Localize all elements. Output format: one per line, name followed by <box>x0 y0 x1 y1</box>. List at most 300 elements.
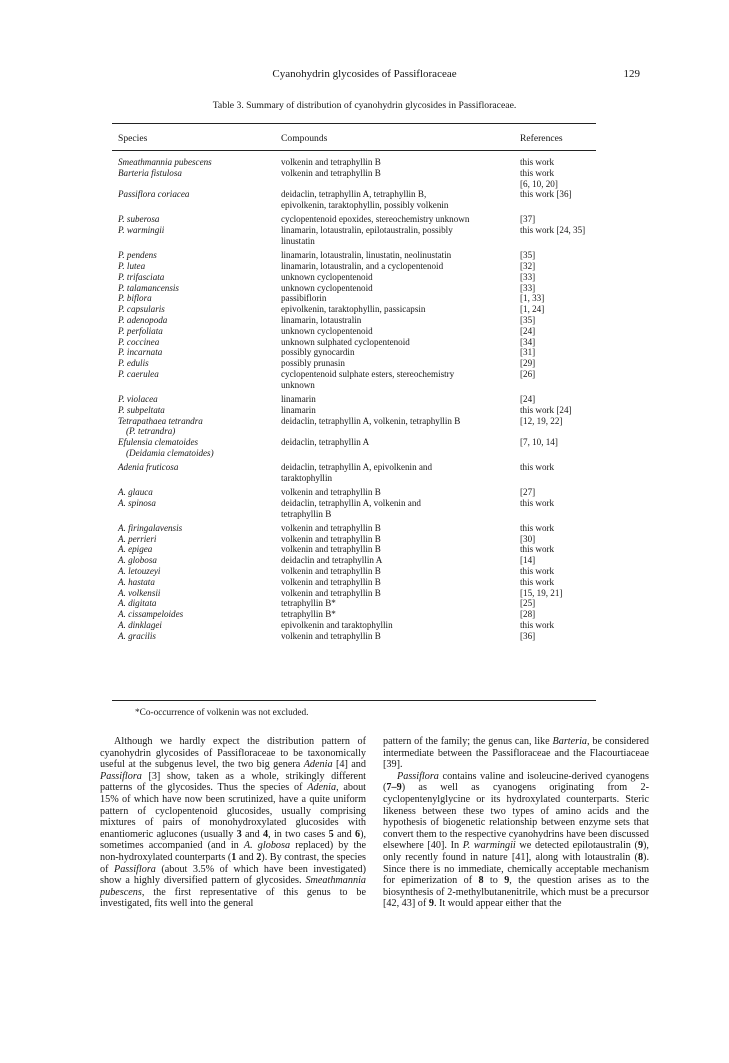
compound-number: 8 <box>478 875 484 887</box>
compounds-cell <box>281 214 519 225</box>
references-cell <box>520 250 602 261</box>
references-cell <box>520 157 602 168</box>
references-cell <box>520 405 602 416</box>
text-run: ), only recently found in nature [41], along with lotaustralin ( <box>383 840 649 863</box>
species-name: A. volkensii <box>118 587 161 598</box>
table-row <box>0 304 729 315</box>
table-row <box>0 555 729 566</box>
species-name: Barteria fistulosa <box>118 167 182 178</box>
compound-number: 8 <box>637 851 644 863</box>
table-caption: Table 3. Summary of distribution of cyanohydrin glycosides in Passifloraceae. <box>212 100 517 111</box>
reference-line: [15, 19, 21] <box>520 587 563 598</box>
references-cell <box>520 337 602 348</box>
running-head <box>0 68 729 82</box>
reference-line: [27] <box>520 487 536 498</box>
compounds-line: volkenin and tetraphyllin B <box>281 533 381 544</box>
compounds-cell <box>281 315 519 326</box>
compound-number: 3 <box>236 828 242 840</box>
species-cell <box>118 261 276 272</box>
table-row <box>0 598 729 609</box>
table-row <box>0 261 729 272</box>
compound-number: 9 <box>504 875 510 887</box>
text-run: , be considered intermediate between the Passifloraceae and the Flacourtiaceae [39]. <box>383 736 649 771</box>
compound-number: 2 <box>256 851 262 863</box>
compounds-line: linamarin, lotaustralin <box>281 314 362 325</box>
reference-line: [31] <box>520 347 536 358</box>
compounds-line: deidaclin, tetraphyllin A, epivolkenin and <box>281 462 433 473</box>
table-row <box>0 214 729 225</box>
body-right-column <box>383 736 649 910</box>
species-name: Adenia fruticosa <box>118 462 179 473</box>
italic-text: Barteria <box>552 736 588 747</box>
reference-line: this work <box>520 544 555 555</box>
reference-line: [7, 10, 14] <box>520 437 558 448</box>
reference-line: this work <box>520 566 555 577</box>
text-run: [4] and <box>332 759 366 771</box>
references-cell <box>520 272 602 283</box>
table-body <box>0 157 729 642</box>
table-row <box>0 168 729 190</box>
compounds-line: unknown <box>281 379 315 390</box>
compounds-cell <box>281 326 519 337</box>
species-cell <box>118 555 276 566</box>
compounds-line: volkenin and tetraphyllin B <box>281 487 381 498</box>
references-cell <box>520 326 602 337</box>
compounds-cell <box>281 225 519 247</box>
text-run: to <box>483 875 505 887</box>
species-name: P. capsularis <box>118 304 165 315</box>
table-row <box>0 358 729 369</box>
species-cell <box>118 631 276 642</box>
table-row <box>0 157 729 168</box>
compounds-line: volkenin and tetraphyllin B <box>281 522 381 533</box>
compounds-cell <box>281 272 519 283</box>
species-name: A. firingalavensis <box>118 522 183 533</box>
references-cell <box>520 609 602 620</box>
species-name: A. globosa <box>118 555 157 566</box>
reference-line: [35] <box>520 314 536 325</box>
references-cell <box>520 283 602 294</box>
references-cell <box>520 358 602 369</box>
table-row <box>0 609 729 620</box>
text-run: (about 3.5% of which have been investigated) show a highly diversified pattern of glycosides. <box>100 863 366 887</box>
species-cell <box>118 347 276 358</box>
page-number: 129 <box>623 68 640 80</box>
paragraph <box>383 771 649 910</box>
species-synonym: (P. tetrandra) <box>126 426 176 437</box>
table-row <box>0 462 729 484</box>
header-references: References <box>520 133 563 144</box>
species-name: P. trifasciata <box>118 271 165 282</box>
header-species: Species <box>118 133 148 144</box>
species-cell <box>118 487 276 498</box>
species-cell <box>118 498 276 509</box>
species-cell <box>118 250 276 261</box>
compounds-cell <box>281 523 519 534</box>
species-synonym: (Deidamia clematoides) <box>126 447 214 458</box>
running-title: Cyanohydrin glycosides of Passifloraceae <box>272 68 457 80</box>
references-cell <box>520 566 602 577</box>
table-row <box>0 523 729 534</box>
text-run: and <box>241 828 264 840</box>
compounds-cell <box>281 394 519 405</box>
text-run: , in two cases <box>268 828 329 840</box>
references-cell <box>520 315 602 326</box>
italic-text: A. globosa <box>243 840 291 852</box>
compound-number: 5 <box>328 828 334 840</box>
species-name: A. letouzeyi <box>118 566 161 577</box>
reference-line: [35] <box>520 250 536 261</box>
species-cell <box>118 214 276 225</box>
species-cell <box>118 304 276 315</box>
references-cell <box>520 487 602 498</box>
table-row <box>0 272 729 283</box>
compounds-cell <box>281 347 519 358</box>
references-cell <box>520 189 602 200</box>
species-name: P. biflora <box>118 293 152 304</box>
species-name: P. lutea <box>118 260 146 271</box>
reference-line: [24] <box>520 325 536 336</box>
compounds-line: cyclopentenoid sulphate esters, stereochemistry <box>281 368 455 379</box>
species-cell <box>118 416 276 438</box>
table-row <box>0 315 729 326</box>
table-row <box>0 326 729 337</box>
compounds-cell <box>281 304 519 315</box>
compounds-cell <box>281 566 519 577</box>
species-name: P. pendens <box>118 250 157 261</box>
species-cell <box>118 337 276 348</box>
compounds-cell <box>281 283 519 294</box>
species-cell <box>118 293 276 304</box>
italic-text: Passiflora <box>113 863 156 875</box>
compounds-cell <box>281 437 519 448</box>
species-name: P. coccinea <box>118 336 160 347</box>
species-name: P. caerulea <box>118 368 159 379</box>
compounds-cell <box>281 498 519 520</box>
reference-line: [1, 33] <box>520 293 545 304</box>
references-cell <box>520 304 602 315</box>
species-cell <box>118 598 276 609</box>
species-cell <box>118 168 276 179</box>
species-name: P. suberosa <box>118 214 160 225</box>
species-cell <box>118 523 276 534</box>
species-cell <box>118 272 276 283</box>
compound-number: 1 <box>231 851 237 863</box>
table-row <box>0 498 729 520</box>
compounds-cell <box>281 358 519 369</box>
table-row <box>0 577 729 588</box>
table-row <box>0 487 729 498</box>
reference-line: [29] <box>520 358 536 369</box>
species-name: A. gracilis <box>118 630 156 641</box>
compounds-line: linamarin <box>281 404 316 415</box>
table-row <box>0 534 729 545</box>
reference-line: [30] <box>520 533 536 544</box>
reference-line: this work <box>520 497 555 508</box>
table-row <box>0 588 729 599</box>
table-row <box>0 437 729 459</box>
reference-line: this work <box>520 620 555 631</box>
species-cell <box>118 566 276 577</box>
compound-number: 9 <box>428 898 434 910</box>
references-cell <box>520 598 602 609</box>
compounds-cell <box>281 416 519 427</box>
compounds-line: linamarin <box>281 393 316 404</box>
text-run: ) as well as cyanogens originating from 2-cyclopentenylglycine or its hydroxylated counterparts. Steric likeness between these two types of amino acids and the hypothesis of biogenetic relationship between enzyme sets that convert them to the respective cyanohydrins have been discussed elsewhere [40]. In <box>383 782 649 852</box>
table-row <box>0 566 729 577</box>
table-row <box>0 620 729 631</box>
text-run: we detected epilotaustralin ( <box>515 840 638 852</box>
paragraph <box>100 736 366 910</box>
table-bottom-rule <box>112 700 596 701</box>
table-row <box>0 405 729 416</box>
compounds-line: linustatin <box>281 235 315 246</box>
compounds-line: unknown cyclopentenoid <box>281 325 373 336</box>
reference-line: [25] <box>520 598 536 609</box>
species-name: P. warmingii <box>118 225 165 236</box>
text-run: pattern of the family; the genus can, like <box>383 736 553 747</box>
compounds-line: unknown cyclopentenoid <box>281 271 373 282</box>
table-footnote: *Co-occurrence of volkenin was not excluded. <box>135 708 309 718</box>
species-name: A. spinosa <box>118 497 156 508</box>
reference-line: this work [24] <box>520 404 572 415</box>
compounds-cell <box>281 405 519 416</box>
reference-line: [34] <box>520 336 536 347</box>
species-name: P. subpeltata <box>118 404 165 415</box>
compounds-line: possibly prunasin <box>281 358 345 369</box>
references-cell <box>520 523 602 534</box>
text-run: replaced) by the non-hydroxylated counterparts ( <box>100 840 366 863</box>
text-run: [3] show, taken as a whole, strikingly different patterns of the glycosides. Thus the species of <box>100 770 366 794</box>
species-cell <box>118 225 276 236</box>
species-name: Smeathmannia pubescens <box>118 157 212 167</box>
reference-line: [33] <box>520 282 536 293</box>
text-run: ). By contrast, the species of <box>100 851 366 875</box>
species-cell <box>118 577 276 588</box>
references-cell <box>520 577 602 588</box>
text-run: contains valine and isoleucine-derived cyanogens ( <box>383 770 649 794</box>
compound-number: 4 <box>263 828 269 840</box>
references-cell <box>520 620 602 631</box>
reference-line: [37] <box>520 214 536 225</box>
compounds-line: deidaclin, tetraphyllin A <box>281 437 370 448</box>
compounds-line: linamarin, lotaustralin, linustatin, neolinustatin <box>281 250 452 261</box>
compounds-cell <box>281 631 519 642</box>
species-name: P. perfoliata <box>118 325 163 336</box>
references-cell <box>520 555 602 566</box>
reference-line: [32] <box>520 260 536 271</box>
compounds-cell <box>281 157 519 168</box>
compounds-cell <box>281 337 519 348</box>
references-cell <box>520 214 602 225</box>
reference-line: [14] <box>520 555 536 566</box>
compounds-line: linamarin, lotaustralin, and a cyclopentenoid <box>281 260 444 271</box>
compounds-line: volkenin and tetraphyllin B <box>281 587 381 598</box>
references-cell <box>520 588 602 599</box>
reference-line: [26] <box>520 368 536 379</box>
table-row <box>0 394 729 405</box>
references-cell <box>520 437 602 448</box>
species-cell <box>118 358 276 369</box>
compounds-cell <box>281 369 519 391</box>
table-row <box>0 544 729 555</box>
table-row <box>0 225 729 247</box>
text-run: ). Since there is no immediate, chemically acceptable mechanism for epimerization of <box>383 851 649 887</box>
text-run: , the question arises as to the biosynthesis of 2-methylbutanenitrile, which must be a precursor [42, 43] of <box>383 875 649 910</box>
references-cell <box>520 347 602 358</box>
species-cell <box>118 394 276 405</box>
reference-line: this work [24, 35] <box>520 225 586 236</box>
table-row <box>0 250 729 261</box>
table-row <box>0 416 729 438</box>
compounds-line: taraktophyllin <box>281 472 333 483</box>
reference-line: this work <box>520 462 555 473</box>
reference-line: this work <box>520 522 555 533</box>
compounds-cell <box>281 555 519 566</box>
italic-text: P. warmingii <box>462 840 516 852</box>
species-cell <box>118 315 276 326</box>
compounds-cell <box>281 598 519 609</box>
species-cell <box>118 620 276 631</box>
species-cell <box>118 283 276 294</box>
compounds-line: volkenin and tetraphyllin B <box>281 566 381 577</box>
species-cell <box>118 189 276 200</box>
compounds-line: volkenin and tetraphyllin B <box>281 630 381 641</box>
compounds-line: tetraphyllin B <box>281 508 332 519</box>
compounds-cell <box>281 609 519 620</box>
italic-text: Passiflora <box>397 770 439 782</box>
paragraph <box>383 736 649 771</box>
compounds-line: deidaclin and tetraphyllin A <box>281 555 383 566</box>
reference-line: [1, 24] <box>520 304 545 315</box>
text-run: and <box>236 851 257 863</box>
compounds-line: deidaclin, tetraphyllin A, volkenin, tetraphyllin B <box>281 415 461 426</box>
table-row <box>0 283 729 294</box>
species-name: P. adenopoda <box>118 314 168 325</box>
compounds-cell <box>281 250 519 261</box>
reference-line: [36] <box>520 630 536 641</box>
species-name: P. talamancensis <box>118 282 179 293</box>
text-run: , about 15% of which have now been scrutinized, have a quite uniform pattern of cyclopentenoid glucosides, usually comprising mixtures of pairs of monohydroxylated glucosides with enantiomeric aglucones (usually <box>100 782 366 840</box>
references-cell <box>520 416 602 427</box>
references-cell <box>520 498 602 509</box>
text-run: , the first representative of this genus to be investigated, fits well into the general <box>100 886 366 910</box>
reference-line: [24] <box>520 393 536 404</box>
species-name: A. dinklagei <box>118 620 162 631</box>
compounds-line: deidaclin, tetraphyllin A, volkenin and <box>281 497 421 508</box>
species-name: A. cissampeloides <box>118 609 184 620</box>
species-name: Efulensia clematoides <box>118 437 199 448</box>
compounds-line: volkenin and tetraphyllin B <box>281 157 381 167</box>
references-cell <box>520 462 602 473</box>
compounds-line: epivolkenin, taraktophyllin, passicapsin <box>281 304 426 315</box>
compounds-cell <box>281 261 519 272</box>
species-cell <box>118 405 276 416</box>
italic-text: Passiflora <box>100 770 142 782</box>
text-run: . It would appear either that the <box>433 898 562 910</box>
reference-line: this work [36] <box>520 189 572 200</box>
references-cell <box>520 534 602 545</box>
species-name: A. digitata <box>118 598 157 609</box>
compounds-line: linamarin, lotaustralin, epilotaustralin, possibly <box>281 225 453 236</box>
species-cell <box>118 544 276 555</box>
species-cell <box>118 588 276 599</box>
references-cell <box>520 293 602 304</box>
text-run: Although we hardly expect the distribution pattern of cyanohydrin glycosides of Passifloraceae to be taxonomically useful at the subgenus level, the two big genera <box>100 736 366 771</box>
species-name: Tetrapathaea tetrandra <box>118 415 203 426</box>
references-cell <box>520 369 602 380</box>
references-cell <box>520 168 602 190</box>
compounds-line: epivolkenin, taraktophyllin, possibly volkenin <box>281 200 449 211</box>
text-run: and <box>333 828 355 840</box>
compounds-line: tetraphyllin B* <box>281 609 336 620</box>
species-cell <box>118 369 276 380</box>
species-cell <box>118 326 276 337</box>
species-cell <box>118 437 276 459</box>
references-cell <box>520 261 602 272</box>
species-name: A. perrieri <box>118 533 157 544</box>
species-name: A. epigea <box>118 544 153 555</box>
compounds-line: deidaclin, tetraphyllin A, tetraphyllin B, <box>281 189 427 200</box>
compounds-line: unknown sulphated cyclopentenoid <box>281 336 410 347</box>
italic-text: Adenia <box>303 759 333 771</box>
reference-line: [6, 10, 20] <box>520 178 558 189</box>
references-cell <box>520 225 602 236</box>
compounds-line: possibly gynocardin <box>281 347 355 358</box>
compounds-line: passibiflorin <box>281 293 327 304</box>
references-cell <box>520 631 602 642</box>
compounds-cell <box>281 544 519 555</box>
species-cell <box>118 534 276 545</box>
species-cell <box>118 609 276 620</box>
compound-number: 6 <box>354 828 361 840</box>
references-cell <box>520 544 602 555</box>
compound-number: 7–9 <box>386 782 402 794</box>
references-cell <box>520 394 602 405</box>
compounds-cell <box>281 168 519 179</box>
compounds-cell <box>281 189 519 211</box>
table-top-rule <box>112 123 596 124</box>
table-row <box>0 293 729 304</box>
reference-line: [33] <box>520 271 536 282</box>
reference-line: [28] <box>520 609 536 620</box>
species-name: P. violacea <box>118 393 158 404</box>
table-row <box>0 189 729 211</box>
table-row <box>0 631 729 642</box>
species-name: Passiflora coriacea <box>118 189 190 200</box>
species-cell <box>118 157 276 168</box>
compounds-line: unknown cyclopentenoid <box>281 282 373 293</box>
reference-line: this work <box>520 157 555 167</box>
compounds-line: volkenin and tetraphyllin B <box>281 576 381 587</box>
header-compounds: Compounds <box>281 133 328 144</box>
italic-text: Adenia <box>307 782 337 794</box>
species-name: P. incarnata <box>118 347 163 358</box>
table-row <box>0 369 729 391</box>
compounds-cell <box>281 620 519 631</box>
compounds-cell <box>281 534 519 545</box>
species-cell <box>118 462 276 473</box>
compounds-cell <box>281 462 519 484</box>
table-row <box>0 347 729 358</box>
compounds-cell <box>281 487 519 498</box>
species-name: A. hastata <box>118 576 155 587</box>
reference-line: this work <box>520 167 555 178</box>
compound-number: 9 <box>637 840 644 852</box>
table-row <box>0 337 729 348</box>
text-run: ), sometimes accompanied (and in <box>100 828 367 852</box>
species-name: A. glauca <box>118 487 153 498</box>
